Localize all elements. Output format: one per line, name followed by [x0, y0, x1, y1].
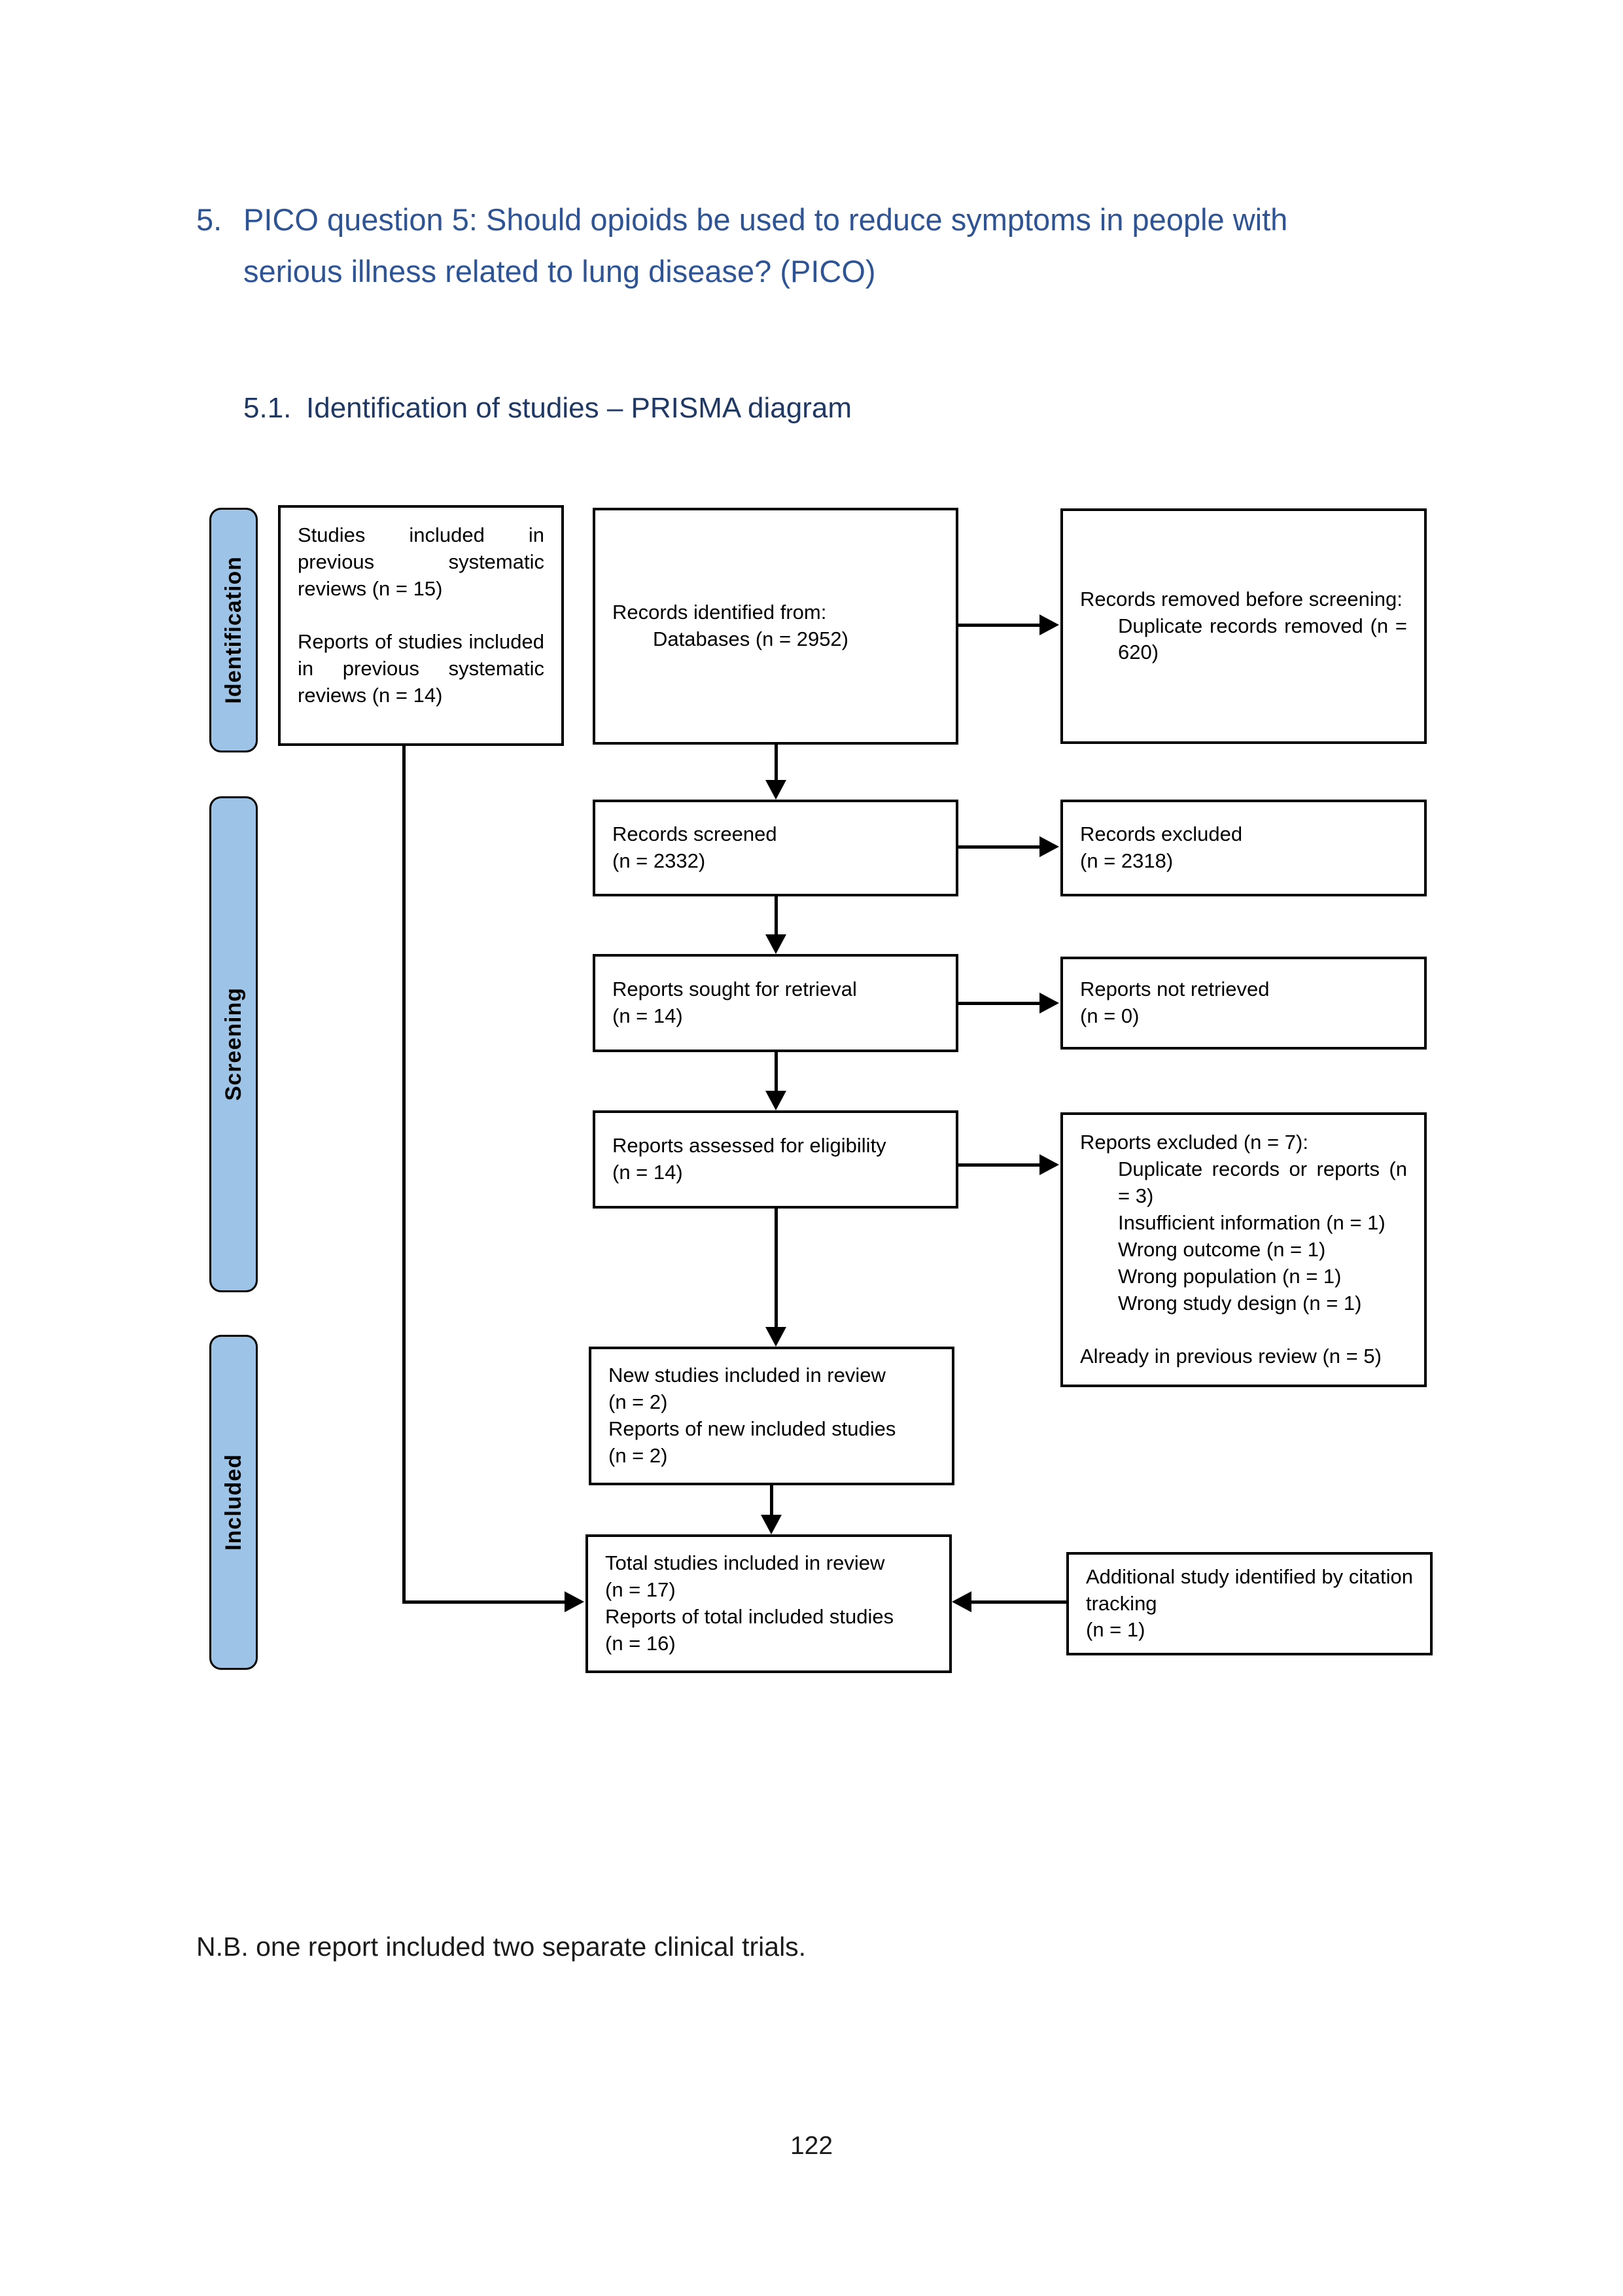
- paragraph-spacer: [1080, 1317, 1407, 1343]
- box-reports-sought-line1: Reports sought for retrieval: [612, 978, 857, 1001]
- box-records-excluded-line1: Records excluded: [1080, 822, 1243, 846]
- box-records-identified-line1: Records identified from:: [612, 601, 827, 624]
- connector-identified-to-screened: [775, 745, 778, 783]
- box-records-removed-detail: Duplicate records removed (n = 620): [1118, 614, 1407, 664]
- box-reports-assessed: [593, 1110, 958, 1209]
- box-reports-excluded-reasons: [1060, 1112, 1427, 1387]
- connector-assessed-to-new: [775, 1209, 778, 1328]
- connector-previous-to-total-vertical: [402, 746, 406, 1604]
- arrowhead-additional-to-total: [952, 1591, 971, 1612]
- box-records-removed-heading: Records removed before screening:: [1080, 587, 1403, 610]
- box-new-studies-line4: (n = 2): [608, 1443, 668, 1467]
- stage-bar-included: [209, 1335, 258, 1670]
- excluded-reason: Wrong population (n = 1): [1118, 1264, 1342, 1288]
- box-records-screened-line2: (n = 2332): [612, 849, 706, 872]
- box-previous-reviews: [278, 505, 564, 746]
- arrowhead-screened-to-excluded: [1039, 836, 1059, 857]
- excluded-reason: Insufficient information (n = 1): [1118, 1211, 1386, 1235]
- box-reports-not-retrieved-line2: (n = 0): [1080, 1004, 1140, 1027]
- box-records-identified: [593, 508, 958, 745]
- stage-label-screening: Screening: [220, 987, 246, 1101]
- excluded-reason: Wrong outcome (n = 1): [1118, 1238, 1326, 1261]
- connector-additional-to-total: [971, 1600, 1066, 1604]
- section-heading: [196, 194, 1413, 297]
- connector-previous-to-total-horizontal: [402, 1600, 566, 1604]
- box-previous-reviews-para2: Reports of studies included in previous systematic reviews (n = 14): [298, 629, 544, 707]
- arrowhead-identified-to-removed: [1039, 614, 1059, 635]
- box-new-studies-line3: Reports of new included studies: [608, 1417, 896, 1440]
- page-number: 122: [790, 2132, 833, 2160]
- box-total-studies-line1: Total studies included in review: [605, 1551, 885, 1575]
- connector-identified-to-removed: [958, 624, 1043, 627]
- paragraph-spacer: [298, 603, 544, 629]
- box-new-studies: [589, 1347, 954, 1485]
- arrowhead-identified-to-screened: [765, 780, 786, 800]
- box-records-removed: [1060, 508, 1427, 744]
- box-additional-study: [1066, 1552, 1433, 1655]
- stage-bar-screening: [209, 796, 258, 1292]
- excluded-reason: Wrong study design (n = 1): [1118, 1291, 1362, 1315]
- box-reports-assessed-line1: Reports assessed for eligibility: [612, 1134, 886, 1157]
- section-heading-line1: PICO question 5: Should opioids be used to reduce symptoms in people with: [243, 202, 1288, 237]
- subsection-heading-number: 5.1.: [243, 392, 292, 424]
- box-reports-excluded-footer: Already in previous review (n = 5): [1080, 1344, 1382, 1368]
- connector-screened-to-sought: [775, 896, 778, 936]
- box-total-studies: [585, 1534, 952, 1673]
- section-heading-number: 5.: [196, 202, 222, 237]
- box-additional-study-para: Additional study identified by citation tracking: [1086, 1564, 1413, 1615]
- stage-bar-identification: [209, 508, 258, 752]
- arrowhead-sought-to-not-retrieved: [1039, 993, 1059, 1014]
- box-records-screened: [593, 800, 958, 896]
- box-records-identified-line2: Databases (n = 2952): [653, 627, 848, 650]
- box-reports-excluded-heading: Reports excluded (n = 7):: [1080, 1131, 1308, 1154]
- box-previous-reviews-para1: Studies included in previous systematic reviews (n = 15): [298, 523, 544, 600]
- box-new-studies-line2: (n = 2): [608, 1390, 668, 1414]
- box-reports-sought: [593, 954, 958, 1052]
- box-reports-sought-line2: (n = 14): [612, 1004, 683, 1027]
- connector-new-to-total: [770, 1485, 773, 1516]
- arrowhead-screened-to-sought: [765, 934, 786, 954]
- connector-assessed-to-excluded: [958, 1163, 1043, 1167]
- connector-sought-to-not-retrieved: [958, 1002, 1043, 1005]
- section-heading-text: [243, 194, 1287, 297]
- arrowhead-sought-to-assessed: [765, 1091, 786, 1110]
- connector-sought-to-assessed: [775, 1052, 778, 1092]
- connector-screened-to-excluded: [958, 845, 1043, 849]
- box-new-studies-line1: New studies included in review: [608, 1364, 886, 1387]
- box-total-studies-line2: (n = 17): [605, 1578, 676, 1602]
- box-reports-not-retrieved: [1060, 957, 1427, 1050]
- box-additional-study-n: (n = 1): [1086, 1618, 1145, 1642]
- stage-label-identification: Identification: [220, 556, 246, 704]
- footnote: N.B. one report included two separate clinical trials.: [196, 1932, 807, 1962]
- box-records-screened-line1: Records screened: [612, 822, 777, 846]
- arrowhead-assessed-to-new: [765, 1327, 786, 1347]
- subsection-heading-text: Identification of studies – PRISMA diagram: [306, 392, 852, 424]
- box-records-excluded-line2: (n = 2318): [1080, 849, 1174, 872]
- arrowhead-previous-to-total: [565, 1591, 584, 1612]
- subsection-heading: [243, 390, 1225, 427]
- section-heading-line2: serious illness related to lung disease? (PICO): [243, 254, 876, 289]
- box-reports-not-retrieved-line1: Reports not retrieved: [1080, 978, 1270, 1001]
- stage-label-included: Included: [220, 1454, 246, 1551]
- box-total-studies-line4: (n = 16): [605, 1631, 676, 1655]
- arrowhead-new-to-total: [761, 1515, 782, 1534]
- excluded-reason: Duplicate records or reports (n = 3): [1118, 1157, 1407, 1208]
- arrowhead-assessed-to-excluded: [1039, 1154, 1059, 1175]
- box-total-studies-line3: Reports of total included studies: [605, 1605, 894, 1628]
- box-records-excluded: [1060, 800, 1427, 896]
- box-reports-assessed-line2: (n = 14): [612, 1161, 683, 1184]
